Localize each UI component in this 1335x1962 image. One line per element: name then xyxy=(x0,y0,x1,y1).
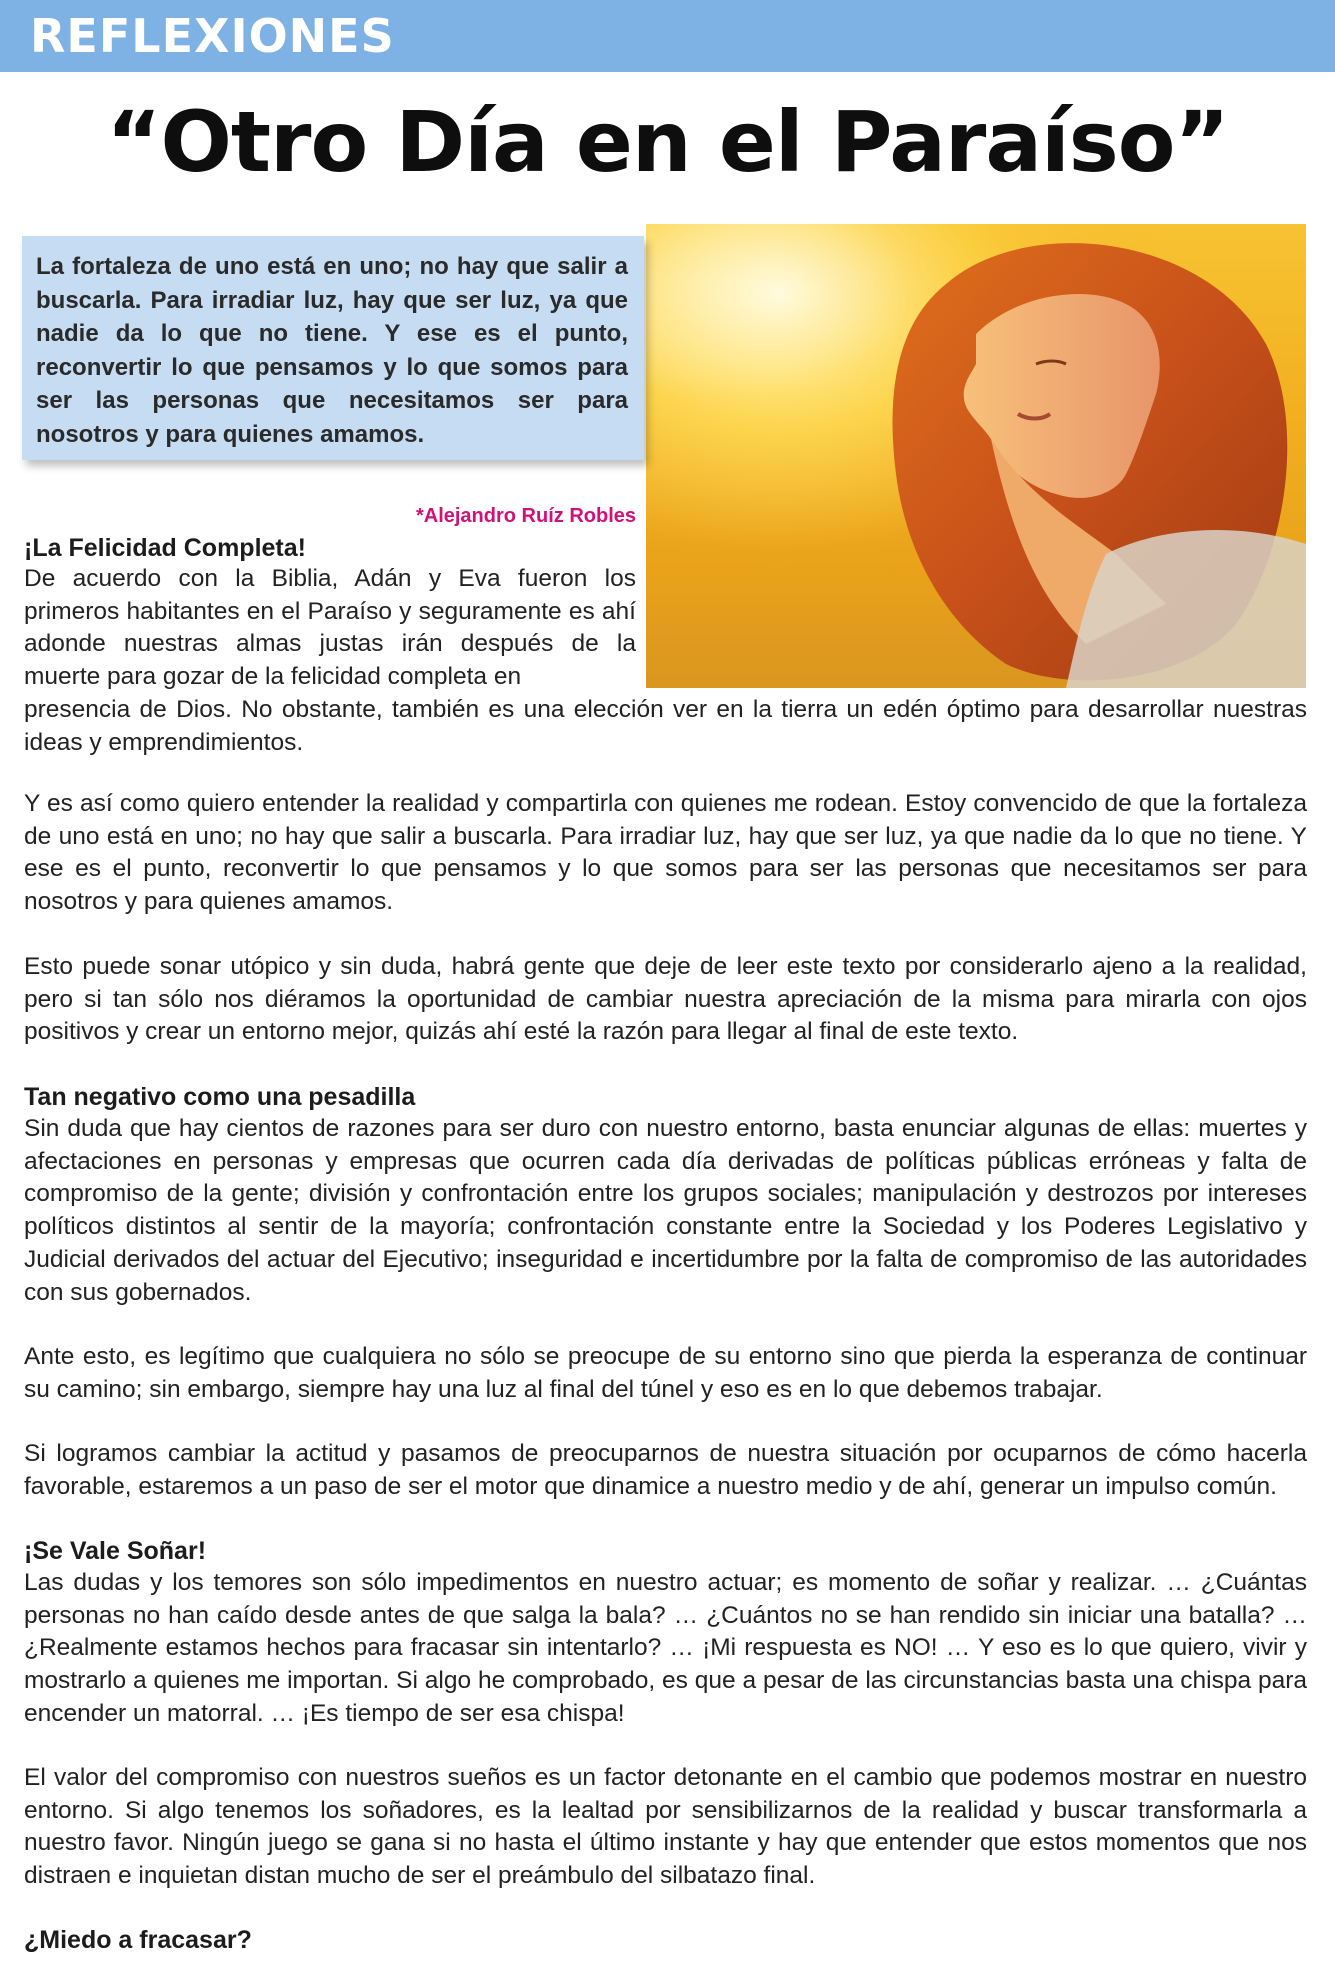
paragraph-1b: presencia de Dios. No obstante, también es una elección ver en la tierra un edén óptimo para desarrollar nuestras ideas y emprendimientos. xyxy=(24,696,1307,756)
author-byline: *Alejandro Ruíz Robles xyxy=(415,505,636,527)
article-title: “Otro Día en el Paraíso” xyxy=(106,93,1229,191)
heading-tan-negativo: Tan negativo como una pesadilla xyxy=(24,1083,416,1111)
paragraph-8: El valor del compromiso con nuestros sueños es un factor detonante en el cambio que podemos mostrar en nuestro entorno. Si algo tenemos los soñadores, es la lealtad por sensibilizarnos de la realidad y buscar transformarla a nuestro favor. Ningún juego se gana si no hasta el último instante y hay que entender que estos momentos que nos distraen e inquietan distan mucho de ser el preámbulo del silbatazo final. xyxy=(24,1764,1307,1890)
paragraph-3: Esto puede sonar utópico y sin duda, habrá gente que deje de leer este texto por considerarlo ajeno a la realidad, pero si tan sólo nos diéramos la oportunidad de cambiar nuestra apreciación de la misma para mirarla con ojos positivos y crear un entorno mejor, quizás ahí esté la razón para llegar al final de este texto. xyxy=(24,953,1307,1046)
pull-quote-text: La fortaleza de uno está en uno; no hay que salir a buscarla. Para irradiar luz, hay que ser luz, ya que nadie da lo que no tiene. Y ese es el punto, reconvertir lo que pensamos y lo que somos para ser las personas que necesitamos ser para nosotros y para quienes amamos. xyxy=(36,253,628,448)
paragraph-5: Ante esto, es legítimo que cualquiera no sólo se preocupe de su entorno sino que pierda la esperanza de continuar su camino; sin embargo, siempre hay una luz al final del túnel y eso es en lo que debemos trabajar. xyxy=(24,1343,1307,1403)
pull-quote-box xyxy=(22,236,644,460)
section-label: REFLEXIONES xyxy=(30,9,395,63)
paragraph-2: Y es así como quiero entender la realidad y compartirla con quienes me rodean. Estoy convencido de que la fortaleza de uno está en uno; no hay que salir a buscarla. Para irradiar luz, hay que ser luz, ya que nadie da lo que no tiene. Y ese es el punto, reconvertir lo que pensamos y lo que somos para ser las personas que necesitamos ser para nosotros y para quienes amamos. xyxy=(24,790,1307,916)
paragraph-1a: De acuerdo con la Biblia, Adán y Eva fueron los primeros habitantes en el Paraíso y seguramente es ahí adonde nuestras almas justas irán después de la muerte para gozar de la felicidad completa en xyxy=(24,565,636,691)
heading-se-vale-sonar: ¡Se Vale Soñar! xyxy=(24,1537,207,1565)
photo-illustration xyxy=(646,224,1306,688)
paragraph-7: Las dudas y los temores son sólo impedimentos en nuestro actuar; es momento de soñar y realizar. … ¿Cuántas personas no han caído desde antes de que salga la bala? … ¿Cuántos no se han rendido sin iniciar una batalla? … ¿Realmente estamos hechos para fracasar sin intentarlo? … ¡Mi respuesta es NO! … Y eso es lo que quiero, vivir y mostrarlo a quienes me importan. Si algo he comprobado, es que a pesar de las circunstancias basta una chispa para encender un matorral. … ¡Es tiempo de ser esa chispa! xyxy=(24,1569,1307,1727)
heading-miedo-a-fracasar: ¿Miedo a fracasar? xyxy=(24,1926,252,1954)
paragraph-4: Sin duda que hay cientos de razones para ser duro con nuestro entorno, basta enunciar algunas de ellas: muertes y afectaciones en personas y empresas que ocurren cada día derivadas de políticas públicas erróneas y falta de compromiso de la gente; división y confrontación entre los grupos sociales; manipulación y destrozos por intereses políticos distintos al sentir de la mayoría; confrontación constante entre la Sociedad y los Poderes Legislativo y Judicial derivados del actuar del Ejecutivo; inseguridad e incertidumbre por la falta de compromiso de las autoridades con sus gobernados. xyxy=(24,1115,1307,1306)
section-header-bar xyxy=(0,0,1335,72)
paragraph-6: Si logramos cambiar la actitud y pasamos de preocuparnos de nuestra situación por ocuparnos de cómo hacerla favorable, estaremos a un paso de ser el motor que dinamice a nuestro medio y de ahí, generar un impulso común. xyxy=(24,1440,1307,1500)
woman-in-sunlight-photo xyxy=(646,224,1306,688)
heading-felicidad-completa: ¡La Felicidad Completa! xyxy=(24,534,306,562)
